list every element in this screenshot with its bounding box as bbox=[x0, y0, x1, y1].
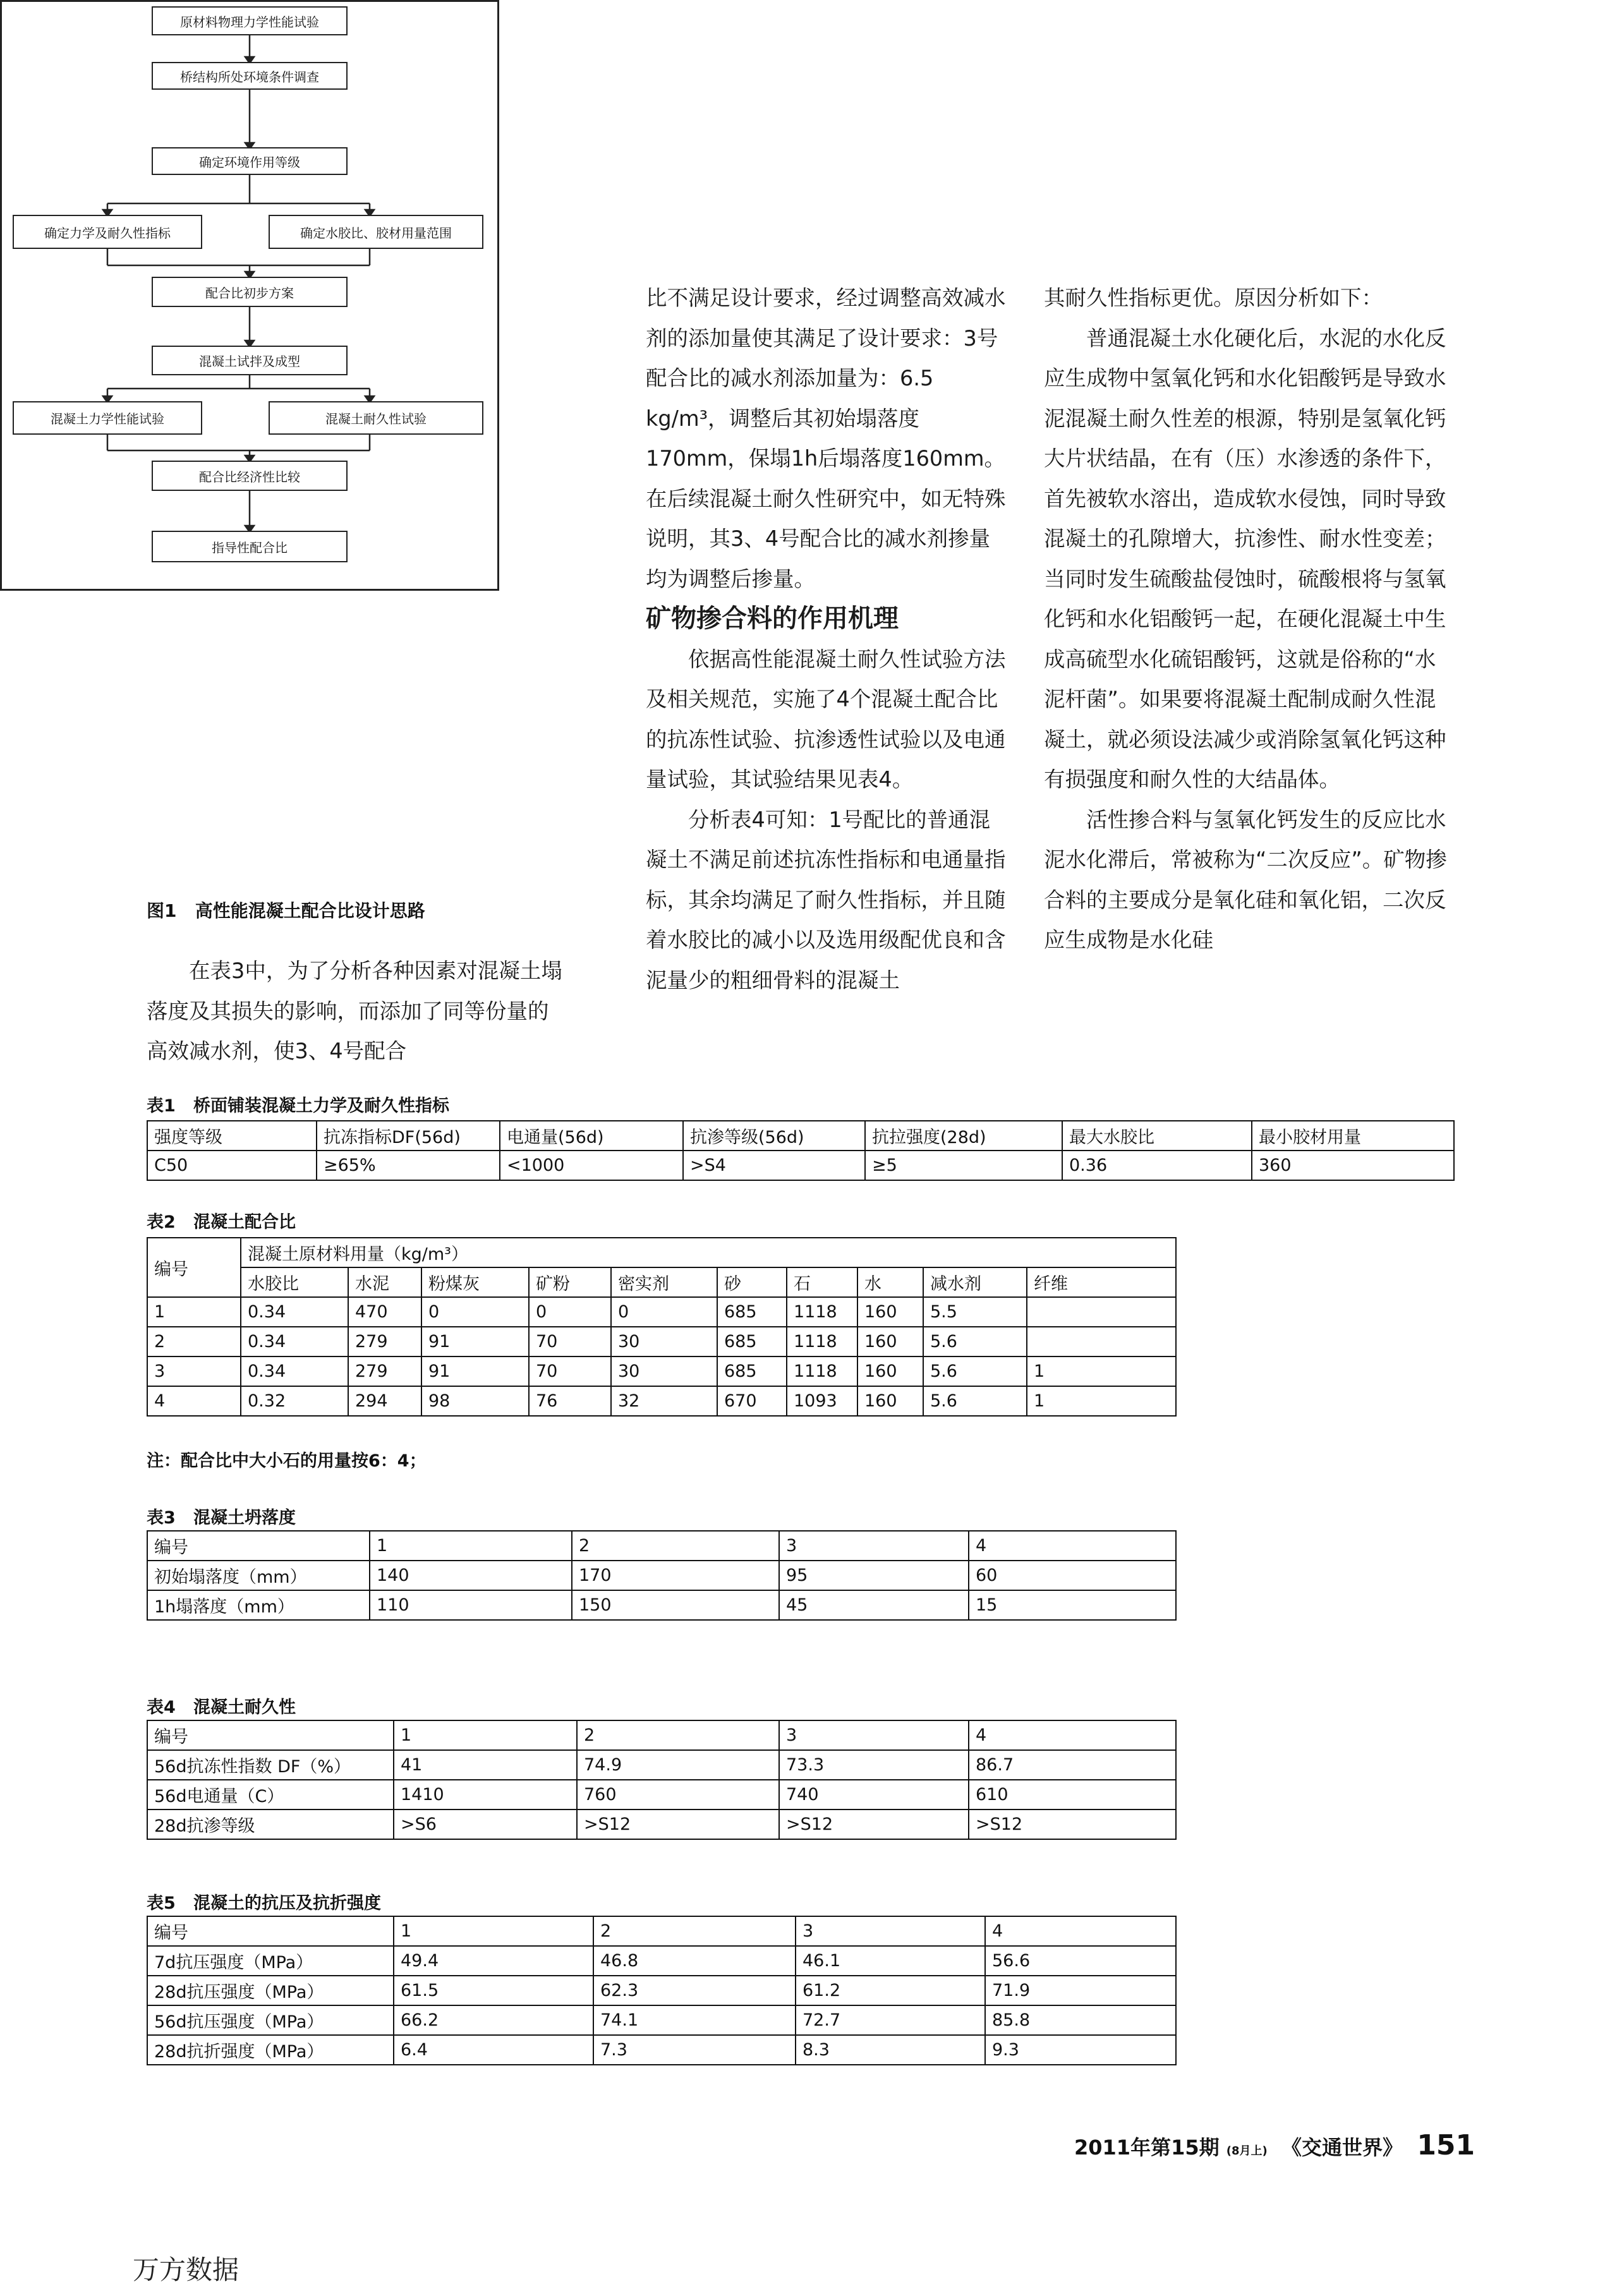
flow-node-preliminary-mix: 配合比初步方案 bbox=[152, 277, 348, 307]
flow-node-mechanical-durability-index: 确定力学及耐久性指标 bbox=[13, 215, 202, 249]
table-cell: 360 bbox=[1252, 1151, 1454, 1180]
table-cell: 610 bbox=[969, 1780, 1176, 1810]
table-cell: 0.32 bbox=[241, 1386, 348, 1416]
table-cell: 28d抗渗等级 bbox=[147, 1810, 394, 1839]
table-cell: 670 bbox=[717, 1386, 787, 1416]
table-cell: 1118 bbox=[787, 1356, 857, 1386]
table3 bbox=[147, 1530, 1177, 1621]
table-row bbox=[147, 1386, 1176, 1416]
table-cell: 66.2 bbox=[394, 2005, 593, 2035]
table1-caption-text: 桥面铺装混凝土力学及耐久性指标 bbox=[193, 1096, 449, 1116]
flow-node-environment-survey: 桥结构所处环境条件调查 bbox=[152, 62, 348, 90]
table-cell: 140 bbox=[370, 1561, 572, 1590]
page-number: 151 bbox=[1417, 2129, 1475, 2161]
table-cell: 0.34 bbox=[241, 1356, 348, 1386]
table-cell: 56d电通量（C） bbox=[147, 1780, 394, 1810]
table3-caption-text: 混凝土坍落度 bbox=[193, 1508, 296, 1528]
paragraph: 活性掺合料与氢氧化钙发生的反应比水泥水化滞后，常被称为“二次反应”。矿物掺合料的主要成分是氧化硅和氧化铝，二次反应生成物是水化硅 bbox=[1044, 807, 1447, 952]
figure-caption bbox=[147, 897, 425, 922]
table-cell: 160 bbox=[857, 1356, 923, 1386]
paragraph: 比不满足设计要求，经过调整高效减水剂的添加量使其满足了设计要求：3号配合比的减水剂添加量为：6.5 kg/m³，调整后其初始塌落度170mm，保塌1h后塌落度160mm。在后续混凝土耐久性研究中，如无特殊说明，其3、4号配合比的减水剂掺量均为调整后掺量。 bbox=[646, 286, 1006, 591]
table-cell: 61.2 bbox=[796, 1976, 985, 2005]
table-row bbox=[147, 1810, 1176, 1839]
table-cell: 粉煤灰 bbox=[421, 1267, 529, 1297]
table-cell: 4 bbox=[985, 1916, 1176, 1946]
table-cell: 最小胶材用量 bbox=[1252, 1121, 1454, 1151]
table-cell: 760 bbox=[577, 1780, 779, 1810]
table4-caption-text: 混凝土耐久性 bbox=[193, 1698, 296, 1717]
table-cell: 5.5 bbox=[923, 1297, 1027, 1327]
paragraph: 其耐久性指标更优。原因分析如下： bbox=[1044, 286, 1383, 310]
table1-caption-number: 表1 bbox=[147, 1096, 176, 1116]
table5-caption bbox=[147, 1889, 381, 1914]
table-cell: 2 bbox=[572, 1531, 779, 1561]
table-cell: 0 bbox=[611, 1297, 717, 1327]
table-cell: 91 bbox=[421, 1327, 529, 1356]
table4-caption-number: 表4 bbox=[147, 1698, 176, 1717]
table-row bbox=[147, 1976, 1176, 2005]
table-cell: 46.1 bbox=[796, 1946, 985, 1976]
table-cell: 170 bbox=[572, 1561, 779, 1590]
table-cell: 抗渗等级(56d) bbox=[683, 1121, 865, 1151]
footer-issue: 2011年第15期 bbox=[1074, 2136, 1220, 2160]
table-cell: 49.4 bbox=[394, 1946, 593, 1976]
table-header-row bbox=[147, 1267, 1176, 1297]
table-cell: 98 bbox=[421, 1386, 529, 1416]
text-column-2 bbox=[646, 278, 1006, 1000]
table-cell: 1 bbox=[394, 1916, 593, 1946]
table-row bbox=[147, 1750, 1176, 1780]
footer-half-month: (8月上) bbox=[1226, 2144, 1268, 2158]
table-cell: 60 bbox=[969, 1561, 1176, 1590]
table-row bbox=[147, 2005, 1176, 2035]
table-cell: 470 bbox=[348, 1297, 421, 1327]
table-cell: 160 bbox=[857, 1386, 923, 1416]
watermark: 万方数据 bbox=[133, 2254, 239, 2285]
table-cell: 70 bbox=[529, 1327, 611, 1356]
figure-caption-text: 高性能混凝土配合比设计思路 bbox=[195, 900, 425, 921]
table-cell: ≥65% bbox=[317, 1151, 500, 1180]
table-cell: 74.1 bbox=[593, 2005, 796, 2035]
table-cell: 56d抗冻性指数 DF（%） bbox=[147, 1750, 394, 1780]
table-cell: 3 bbox=[796, 1916, 985, 1946]
table-cell: 3 bbox=[779, 1720, 969, 1750]
text-column-1 bbox=[147, 951, 564, 1072]
table1-caption bbox=[147, 1092, 449, 1116]
table-cell: 7d抗压强度（MPa） bbox=[147, 1946, 394, 1976]
table-cell: 32 bbox=[611, 1386, 717, 1416]
table-cell: 0.36 bbox=[1062, 1151, 1252, 1180]
table-cell: 5.6 bbox=[923, 1356, 1027, 1386]
table-cell: >S12 bbox=[577, 1810, 779, 1839]
flow-node-mechanical-test: 混凝土力学性能试验 bbox=[13, 401, 202, 435]
section-heading: 矿物掺合料的作用机理 bbox=[646, 604, 899, 633]
table-cell: >S4 bbox=[683, 1151, 865, 1180]
table-cell: 86.7 bbox=[969, 1750, 1176, 1780]
table-cell: 62.3 bbox=[593, 1976, 796, 2005]
table-cell: 95 bbox=[779, 1561, 969, 1590]
table-cell: 685 bbox=[717, 1297, 787, 1327]
table-cell: 2 bbox=[593, 1916, 796, 1946]
table-cell: 4 bbox=[147, 1386, 241, 1416]
table-cell: 1118 bbox=[787, 1297, 857, 1327]
table-cell: 0.34 bbox=[241, 1327, 348, 1356]
table-cell: 9.3 bbox=[985, 2035, 1176, 2065]
table-cell: 28d抗压强度（MPa） bbox=[147, 1976, 394, 2005]
table-cell: 46.8 bbox=[593, 1946, 796, 1976]
table-cell: 3 bbox=[147, 1356, 241, 1386]
table-cell: 1 bbox=[394, 1720, 577, 1750]
table5-caption-number: 表5 bbox=[147, 1894, 176, 1913]
table-cell: 150 bbox=[572, 1590, 779, 1620]
table-cell: 1h塌落度（mm） bbox=[147, 1590, 370, 1620]
table-cell: 73.3 bbox=[779, 1750, 969, 1780]
table-cell: 56d抗压强度（MPa） bbox=[147, 2005, 394, 2035]
flowchart-figure bbox=[0, 0, 499, 591]
table-cell: 砂 bbox=[717, 1267, 787, 1297]
table-cell: >S12 bbox=[969, 1810, 1176, 1839]
table-cell: 72.7 bbox=[796, 2005, 985, 2035]
table-cell: 减水剂 bbox=[923, 1267, 1027, 1297]
table4-caption bbox=[147, 1693, 296, 1718]
table-cell bbox=[1027, 1327, 1176, 1356]
table-cell: 4 bbox=[969, 1720, 1176, 1750]
table5-caption-text: 混凝土的抗压及抗折强度 bbox=[193, 1894, 381, 1913]
paragraph: 在表3中，为了分析各种因素对混凝土塌落度及其损失的影响，而添加了同等份量的高效减水剂，使3、4号配合 bbox=[147, 958, 562, 1063]
table2-caption-number: 表2 bbox=[147, 1212, 176, 1232]
table-cell: 1 bbox=[370, 1531, 572, 1561]
table-cell: 最大水胶比 bbox=[1062, 1121, 1252, 1151]
table-cell: 41 bbox=[394, 1750, 577, 1780]
text-column-3 bbox=[1044, 278, 1455, 960]
table-cell: 0 bbox=[529, 1297, 611, 1327]
table-cell: >S6 bbox=[394, 1810, 577, 1839]
table-cell: 1093 bbox=[787, 1386, 857, 1416]
footer-journal: 《交通世界》 bbox=[1281, 2136, 1403, 2160]
table-cell: 6.4 bbox=[394, 2035, 593, 2065]
table-cell: 45 bbox=[779, 1590, 969, 1620]
table-cell: 1 bbox=[147, 1297, 241, 1327]
table-cell: 矿粉 bbox=[529, 1267, 611, 1297]
table-cell: 685 bbox=[717, 1356, 787, 1386]
table-row bbox=[147, 1946, 1176, 1976]
table-row bbox=[147, 1916, 1176, 1946]
table-cell: 30 bbox=[611, 1327, 717, 1356]
table3-caption-number: 表3 bbox=[147, 1508, 176, 1528]
flow-node-trial-mix: 混凝土试拌及成型 bbox=[152, 346, 348, 375]
table-cell: 5.6 bbox=[923, 1327, 1027, 1356]
table-cell: 160 bbox=[857, 1297, 923, 1327]
table-row bbox=[147, 1297, 1176, 1327]
flow-node-environment-grade: 确定环境作用等级 bbox=[152, 147, 348, 175]
table-cell: 85.8 bbox=[985, 2005, 1176, 2035]
flow-node-durability-test: 混凝土耐久性试验 bbox=[269, 401, 483, 435]
table-row bbox=[147, 1590, 1176, 1620]
table-row bbox=[147, 1561, 1176, 1590]
paragraph: 分析表4可知：1号配比的普通混凝土不满足前述抗冻性指标和电通量指标，其余均满足了耐久性指标，并且随着水胶比的减小以及选用级配优良和含泥量少的粗细骨料的混凝土 bbox=[646, 807, 1006, 993]
table-cell: 抗冻指标DF(56d) bbox=[317, 1121, 500, 1151]
table2-caption bbox=[147, 1208, 296, 1233]
table-cell: 91 bbox=[421, 1356, 529, 1386]
table-cell: 4 bbox=[969, 1531, 1176, 1561]
paragraph: 普通混凝土水化硬化后，水泥的水化反应生成物中氢氧化钙和水化铝酸钙是导致水泥混凝土耐久性差的根源，特别是氢氧化钙大片状结晶，在有（压）水渗透的条件下，首先被软水溶出，造成软水侵蚀，同时导致混凝土的孔隙增大，抗渗性、耐水性变差；当同时发生硫酸盐侵蚀时，硫酸根将与氢氧化钙和水化铝酸钙一起，在硬化混凝土中生成高硫型水化硫铝酸钙，这就是俗称的“水泥杆菌”。如果要将混凝土配制成耐久性混凝土，就必须设法减少或消除氢氧化钙这种有损强度和耐久性的大结晶体。 bbox=[1044, 325, 1446, 792]
table-cell: 279 bbox=[348, 1327, 421, 1356]
table-cell: 编号 bbox=[147, 1531, 370, 1561]
table-cell: 电通量(56d) bbox=[500, 1121, 683, 1151]
table-cell: 279 bbox=[348, 1356, 421, 1386]
table-cell: 160 bbox=[857, 1327, 923, 1356]
table-cell: 1 bbox=[1027, 1386, 1176, 1416]
table-cell: 28d抗折强度（MPa） bbox=[147, 2035, 394, 2065]
table-cell: 61.5 bbox=[394, 1976, 593, 2005]
table-cell: 15 bbox=[969, 1590, 1176, 1620]
table2 bbox=[147, 1237, 1177, 1417]
table2-caption-text: 混凝土配合比 bbox=[193, 1212, 296, 1232]
table-row bbox=[147, 1531, 1176, 1561]
flow-node-raw-material-test: 原材料物理力学性能试验 bbox=[152, 6, 348, 35]
table-header-row bbox=[147, 1121, 1454, 1151]
table-cell: 石 bbox=[787, 1267, 857, 1297]
table-cell: 1 bbox=[1027, 1356, 1176, 1386]
table-cell: 1410 bbox=[394, 1780, 577, 1810]
table-row bbox=[147, 1720, 1176, 1750]
table-header-row bbox=[147, 1238, 1176, 1267]
table-cell: 编号 bbox=[147, 1916, 394, 1946]
table-cell: 水 bbox=[857, 1267, 923, 1297]
table-cell: 水泥 bbox=[348, 1267, 421, 1297]
paragraph: 依据高性能混凝土耐久性试验方法及相关规范，实施了4个混凝土配合比的抗冻性试验、抗渗透性试验以及电通量试验，其试验结果见表4。 bbox=[646, 646, 1006, 792]
table-cell: C50 bbox=[147, 1151, 317, 1180]
table-cell: >S12 bbox=[779, 1810, 969, 1839]
table-cell: 混凝土原材料用量（kg/m³） bbox=[241, 1238, 1176, 1267]
page-footer bbox=[1074, 2129, 1475, 2161]
table-cell: 70 bbox=[529, 1356, 611, 1386]
table2-note: 注：配合比中大小石的用量按6：4； bbox=[147, 1451, 427, 1471]
table-cell: 740 bbox=[779, 1780, 969, 1810]
table-cell: 强度等级 bbox=[147, 1121, 317, 1151]
table-cell: 294 bbox=[348, 1386, 421, 1416]
table-cell: 30 bbox=[611, 1356, 717, 1386]
table-cell: 纤维 bbox=[1027, 1267, 1176, 1297]
table-cell: 74.9 bbox=[577, 1750, 779, 1780]
table-cell: 3 bbox=[779, 1531, 969, 1561]
table1 bbox=[147, 1120, 1455, 1181]
table-cell: 2 bbox=[147, 1327, 241, 1356]
flow-node-economy-compare: 配合比经济性比较 bbox=[152, 461, 348, 491]
table-cell: 0.34 bbox=[241, 1297, 348, 1327]
table-cell bbox=[1027, 1297, 1176, 1327]
table-cell: 71.9 bbox=[985, 1976, 1176, 2005]
table-cell: 编号 bbox=[147, 1720, 394, 1750]
table-cell: 初始塌落度（mm） bbox=[147, 1561, 370, 1590]
figure-caption-number: 图1 bbox=[147, 900, 177, 921]
flow-node-guiding-mix: 指导性配合比 bbox=[152, 531, 348, 562]
table-cell: 0 bbox=[421, 1297, 529, 1327]
table-row bbox=[147, 1151, 1454, 1180]
table-cell: <1000 bbox=[500, 1151, 683, 1180]
table-cell: 密实剂 bbox=[611, 1267, 717, 1297]
table-cell: 2 bbox=[577, 1720, 779, 1750]
table-row bbox=[147, 1327, 1176, 1356]
table-cell: 水胶比 bbox=[241, 1267, 348, 1297]
table-cell: 110 bbox=[370, 1590, 572, 1620]
table-row bbox=[147, 1780, 1176, 1810]
table-row bbox=[147, 1356, 1176, 1386]
table-cell: ≥5 bbox=[865, 1151, 1062, 1180]
table3-caption bbox=[147, 1504, 296, 1528]
table-cell: 1118 bbox=[787, 1327, 857, 1356]
table-cell: 5.6 bbox=[923, 1386, 1027, 1416]
flow-node-water-binder-range: 确定水胶比、胶材用量范围 bbox=[269, 215, 483, 249]
table-cell: 56.6 bbox=[985, 1946, 1176, 1976]
table-cell: 编号 bbox=[147, 1238, 241, 1297]
table-cell: 685 bbox=[717, 1327, 787, 1356]
table5 bbox=[147, 1916, 1177, 2065]
table-cell: 抗拉强度(28d) bbox=[865, 1121, 1062, 1151]
table4 bbox=[147, 1720, 1177, 1840]
table-row bbox=[147, 2035, 1176, 2065]
table-cell: 7.3 bbox=[593, 2035, 796, 2065]
table-cell: 8.3 bbox=[796, 2035, 985, 2065]
table-cell: 76 bbox=[529, 1386, 611, 1416]
